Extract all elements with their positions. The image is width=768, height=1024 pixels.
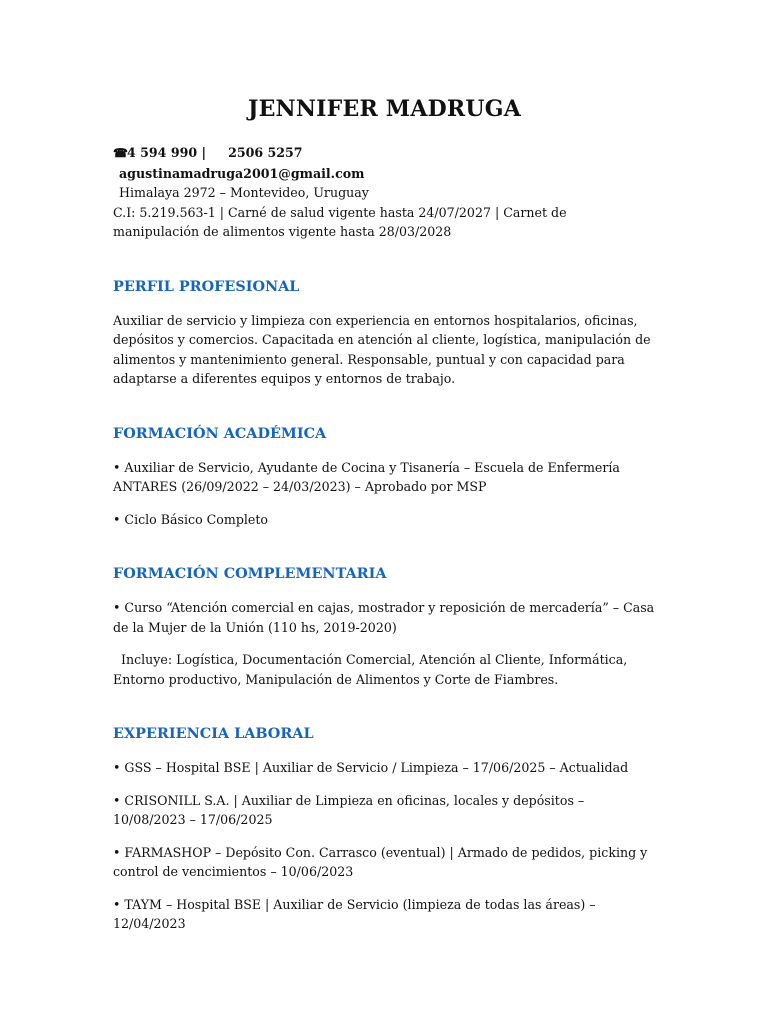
list-item: • GSS – Hospital BSE | Auxiliar de Servicio / Limpieza – 17/06/2025 – Actualidad bbox=[113, 760, 629, 775]
list-item: • Curso “Atención comercial en cajas, mostrador y reposición de mercadería” – Casa de la Mujer de la Unión (110 hs, 2019-2020) bbox=[113, 600, 655, 635]
perfil-text: Auxiliar de servicio y limpieza con experiencia en entornos hospitalarios, oficinas, depósitos y comercios. Capacitada en atención al cliente, logística, manipulación de alimentos y mantenimiento general. Responsable, puntual y con capacidad para adaptarse a diferentes equipos y entornos de trabajo. bbox=[113, 312, 651, 386]
phone-number-2: 2506 5257 bbox=[228, 145, 303, 160]
list-item: • Ciclo Básico Completo bbox=[113, 511, 268, 527]
list-item: • FARMASHOP – Depósito Con. Carrasco (eventual) | Armado de pedidos, picking y control de vencimientos – 10/06/2023 bbox=[113, 844, 648, 879]
list-item: • CRISONILL S.A. | Auxiliar de Limpieza en oficinas, locales y depósitos – 10/08/2023 – 17/06/2025 bbox=[113, 792, 585, 827]
email: agustinamadruga2001@gmail.com bbox=[119, 165, 365, 181]
section-title-formacion-complementaria: FORMACIÓN COMPLEMENTARIA bbox=[113, 565, 387, 582]
candidate-name: JENNIFER MADRUGA bbox=[247, 96, 522, 122]
phone-number-1: 4 594 990 | bbox=[127, 145, 207, 160]
section-title-perfil: PERFIL PROFESIONAL bbox=[113, 277, 300, 295]
section-title-formacion-academica: FORMACIÓN ACADÉMICA bbox=[113, 424, 327, 442]
phone-line bbox=[113, 143, 656, 164]
list-item: • TAYM – Hospital BSE | Auxiliar de Servicio (limpieza de todas las áreas) – 12/04/2023 bbox=[113, 896, 596, 931]
list-item: • Auxiliar de Servicio, Ayudante de Cocina y Tisanería – Escuela de Enfermería ANTARES (26/09/2022 – 24/03/2023) – Aprobado por MSP bbox=[113, 459, 620, 494]
telephone-icon: ☎ bbox=[113, 146, 128, 160]
contact-block bbox=[113, 143, 656, 242]
id-line: C.I: 5.219.563-1 | Carné de salud vigente hasta 24/07/2027 | Carnet de manipulación de alimentos vigente hasta 28/03/2028 bbox=[113, 204, 567, 239]
address: Himalaya 2972 – Montevideo, Uruguay bbox=[119, 185, 369, 200]
list-item: Incluye: Logística, Documentación Comercial, Atención al Cliente, Informática, Entorno productivo, Manipulación de Alimentos y Corte de Fiambres. bbox=[113, 652, 628, 687]
section-title-experiencia: EXPERIENCIA LABORAL bbox=[113, 725, 314, 742]
